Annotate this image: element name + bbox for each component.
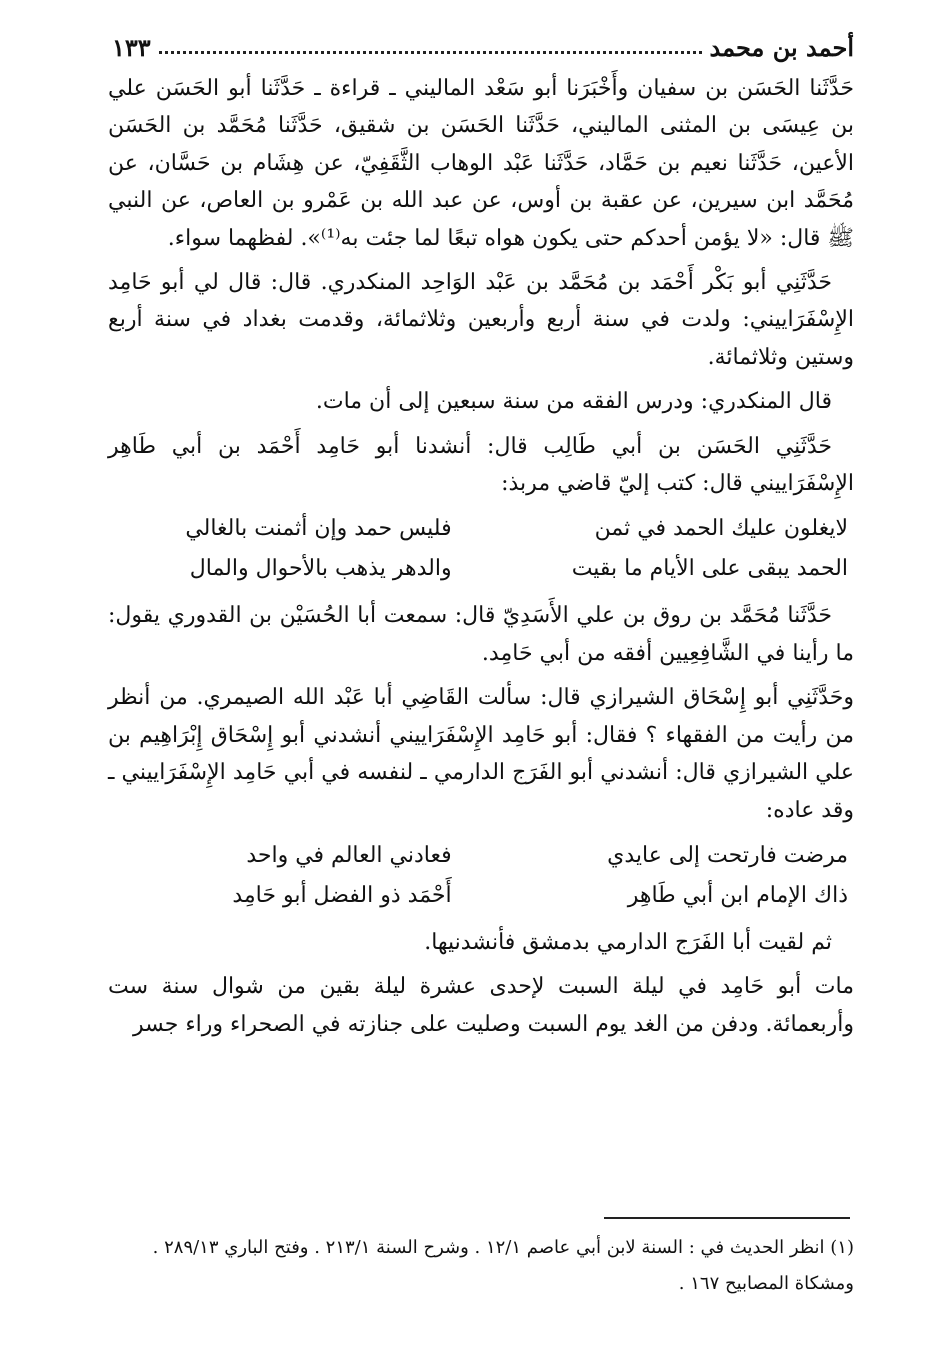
paragraph: مات أبو حَامِد في ليلة السبت لإحدى عشرة ليلة بقين من شوال سنة ست وأربعمائة. ودفن من الغد يوم السبت وصليت على جنازته في الصحراء وراء جسر — [108, 974, 854, 1037]
verse-first-hemistich: ذاك الإمام ابن أبي طَاهِر — [627, 882, 848, 908]
verse-first-hemistich: مرضت فارتحت إلى عايدي — [607, 842, 848, 868]
paragraph: قال المنكدري: ودرس الفقه من سنة سبعين إلى أن مات. — [315, 389, 832, 415]
page-header — [112, 22, 854, 62]
page-number: ١٣٣ — [112, 33, 151, 62]
poem-block — [108, 836, 854, 916]
verse-line — [114, 509, 848, 549]
verse-line — [114, 876, 848, 916]
paragraph: حَدَّثَنا مُحَمَّد بن روق بن علي الأَسَدِيّ قال: سمعت أبا الحُسَيْن بن القدوري يقول: ما رأينا في الشَّافِعِيين أفقه من أبي حَامِد. — [108, 603, 854, 666]
main-text — [108, 70, 854, 1050]
running-title: أحمد بن محمد — [709, 33, 854, 62]
verse-second-hemistich: أَحْمَد ذو الفضل أبو حَامِد — [232, 882, 452, 908]
footnote-separator — [604, 1217, 850, 1219]
verse-line — [114, 836, 848, 876]
dot-leader — [159, 51, 702, 54]
verse-second-hemistich: والدهر يذهب بالأحوال والمال — [189, 556, 452, 582]
verse-second-hemistich: فعادني العالم في واحد — [246, 842, 452, 868]
paragraph: حَدَّثَنِي الحَسَن بن أبي طَالِب قال: أنشدنا أبو حَامِد أَحْمَد بن أبي طَاهِر الإِسْفَرَاييني قال: كتب إليّ قاضي مربذ: — [108, 433, 854, 497]
paragraph: حَدَّثَنا الحَسَن بن سفيان وأَخْبَرَنا أبو سَعْد الماليني ـ قراءة ـ حَدَّثَنا أبو الحَسَن علي بن عِيسَى بن المثنى الماليني، حَدَّثَنا الحَسَن بن شقيق، حَدَّثَنا مُحَمَّد بن الحَسَن الأعين، حَدَّثَنا نعيم بن حَمَّاد، حَدَّثَنا عَبْد الوهاب الثَّقَفِيّ، عن هِشَام بن حَسَّان، عن مُحَمَّد ابن سيرين، عن عقبة بن أوس، عن عبد الله بن عَمْرو بن العاص، عن النبي ﷺ قال: «لا يؤمن أحدكم حتى يكون هواه تبعًا لما جئت به⁽¹⁾». لفظهما سواء. — [108, 76, 854, 251]
paragraph: وحَدَّثَنِي أبو إِسْحَاق الشيرازي قال: سألت القَاضِي أبا عَبْد الله الصيمري. من أنظر من رأيت من الفقهاء ؟ فقال: أبو حَامِد الإِسْفَرَاييني أنشدني أبو إِسْحَاق إِبْرَاهِيم بن علي الشيرازي قال: أنشدني أبو الفَرَج الدارمي ـ لنفسه في أبي حَامِد الإِسْفَرَاييني ـ وقد عاده: — [108, 685, 854, 823]
verse-line — [114, 549, 848, 589]
paragraph: ثم لقيت أبا الفَرَج الدارمي بدمشق فأنشدنيها. — [424, 929, 832, 955]
poem-block — [108, 509, 854, 589]
paragraph: حَدَّثَنِي أبو بَكْر أَحْمَد بن مُحَمَّد بن عَبْد الوَاحِد المنكدري. قال: قال لي أبو حَامِد الإِسْفَرَاييني: ولدت في سنة أربع وأربعين وثلاثمائة، وقدمت بغداد في سنة أربع وستين وثلاثمائة. — [108, 270, 854, 370]
verse-first-hemistich: الحمد يبقى على الأيام ما بقيت — [571, 556, 848, 582]
verse-second-hemistich: فليس حمد وإن أثمنت بالغالي — [185, 516, 452, 542]
footnote: (١) انظر الحديث في : السنة لابن أبي عاصم ١٢/١ . وشرح السنة ٢١٣/١ . وفتح الباري ٢٨٩/١٣ . ومشكاة المصابيح ١٦٧ . — [152, 1237, 854, 1294]
verse-first-hemistich: لايغلون عليك الحمد في ثمن — [594, 516, 848, 542]
